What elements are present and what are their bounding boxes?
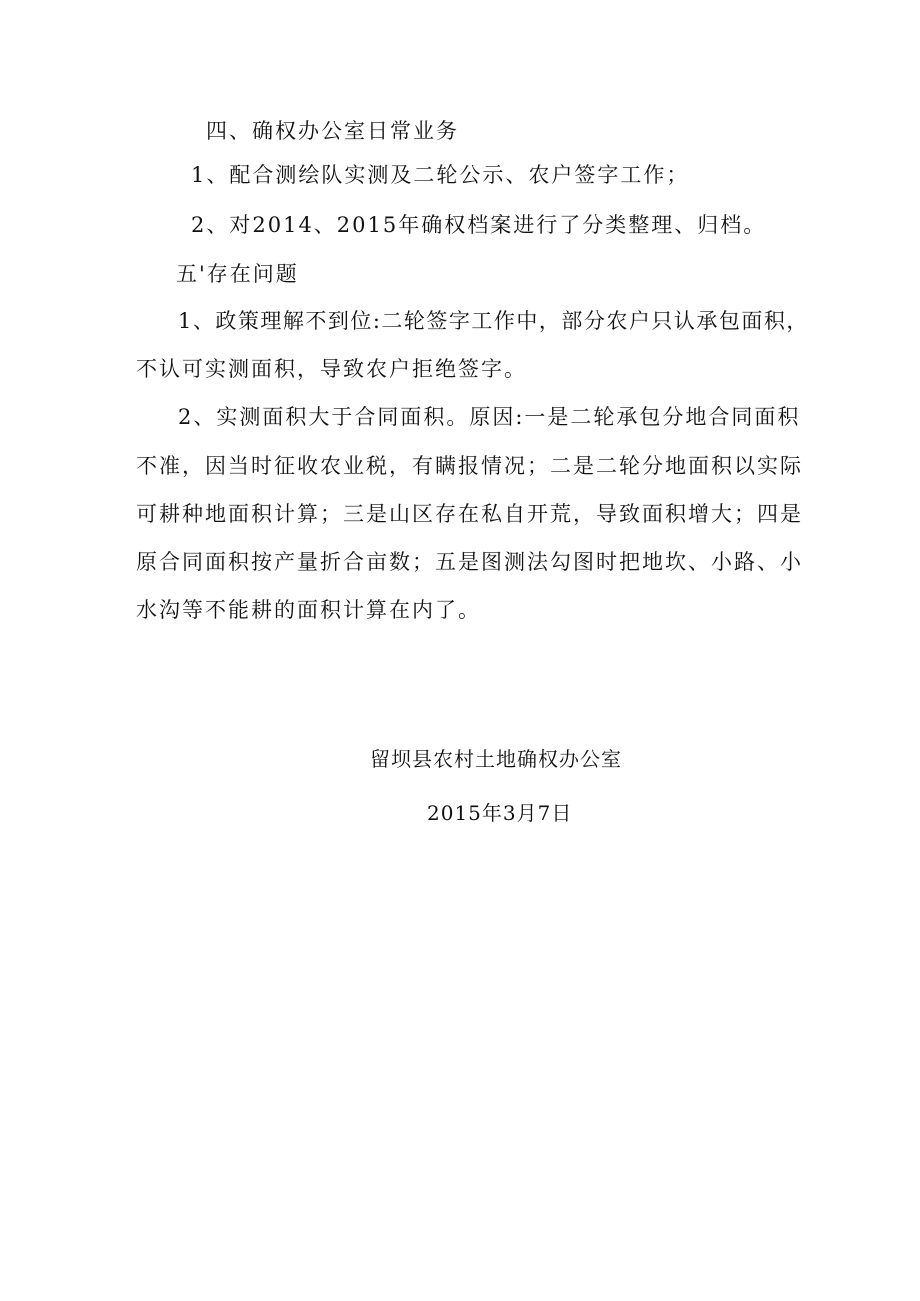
section5-item1-line1: 1、政策理解不到位:二轮签字工作中，部分农户只认承包面积， [178, 309, 809, 333]
section4-heading: 四、确权办公室日常业务 [206, 119, 459, 143]
signature-date: 2015年3月7日 [427, 801, 573, 825]
section5-item1-line2: 不认可实测面积，导致农户拒绝签字。 [136, 357, 527, 381]
signature-office: 留坝县农村土地确权办公室 [370, 747, 622, 771]
section4-item1: 1、配合测绘队实测及二轮公示、农户签字工作； [191, 163, 690, 187]
section5-heading: 五'存在问题 [176, 262, 299, 286]
section5-item2-line5: 水沟等不能耕的面积计算在内了。 [136, 598, 481, 622]
section5-item2-line1: 2、实测面积大于合同面积。原因:一是二轮承包分地合同面积 [178, 405, 801, 429]
section4-item2: 2、对2014、2015年确权档案进行了分类整理、归档。 [191, 213, 767, 237]
section5-item2-line2: 不准，因当时征收农业税，有瞒报情况；二是二轮分地面积以实际 [136, 454, 803, 478]
section5-item2-line4: 原合同面积按产量折合亩数；五是图测法勾图时把地坎、小路、小 [136, 550, 803, 574]
section5-item2-line3: 可耕种地面积计算；三是山区存在私自开荒，导致面积增大；四是 [136, 502, 803, 526]
